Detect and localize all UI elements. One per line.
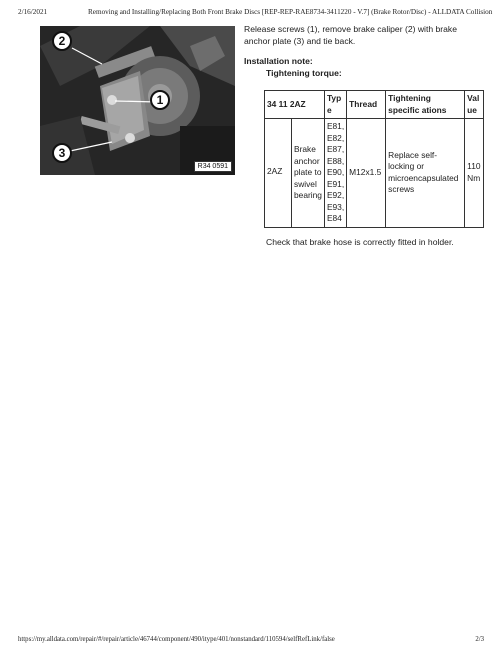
table-row [265,119,484,228]
column-value: Val ue [465,91,484,119]
column-spec: Tightening specific ations [386,91,465,119]
step-instruction: Release screws (1), remove brake caliper (2) with brake anchor plate (3) and tie back. [244,24,458,46]
row-value: 110 Nm [465,119,484,228]
type-e88: E88, [326,155,345,166]
callout-3: 3 [52,143,72,163]
tightening-torque-label: Tightening torque: [266,68,342,78]
brake-assembly-photo [40,26,235,175]
type-e93: E93, [326,201,345,212]
column-type: Typ e [324,91,346,119]
type-e91: E91, [326,178,345,189]
type-e81: E81, [326,121,345,131]
check-instruction: Check that brake hose is correctly fitted in holder. [266,237,454,247]
type-e90: E90, [326,167,345,177]
figure-reference: R34 0591 [194,161,232,172]
row-types [324,119,346,228]
type-e87: E87, [326,144,345,154]
print-url: https://my.alldata.com/repair/#/repair/article/46744/component/490/itype/401/nonstandard/110594/selfRefLink/false [18,636,335,643]
type-e92: E92, [326,190,345,200]
type-e84: E84 [326,213,342,223]
installation-note-heading: Installation note: [244,56,313,66]
row-id: 2AZ [265,119,292,228]
print-date: 2/16/2021 [18,8,48,16]
row-thread: M12x1.5 [347,119,386,228]
table-group-header: 34 11 2AZ [265,91,325,119]
callout-2: 2 [52,31,72,51]
row-description: Brake anchor plate to swivel bearing [292,119,325,228]
row-spec: Replace self-locking or microencapsulated screws [386,119,465,228]
type-e82: E82, [326,132,345,143]
print-title: Removing and Installing/Replacing Both Front Brake Discs [REP-REP-RAE8734-3411220 - V.7] (Brake Rotor/Disc) - ALLDATA Collision [88,8,493,16]
page-number: 2/3 [475,636,484,643]
callout-1: 1 [150,90,170,110]
table-header-row [265,91,484,119]
column-thread: Thread [347,91,386,119]
torque-spec-table [264,90,484,228]
